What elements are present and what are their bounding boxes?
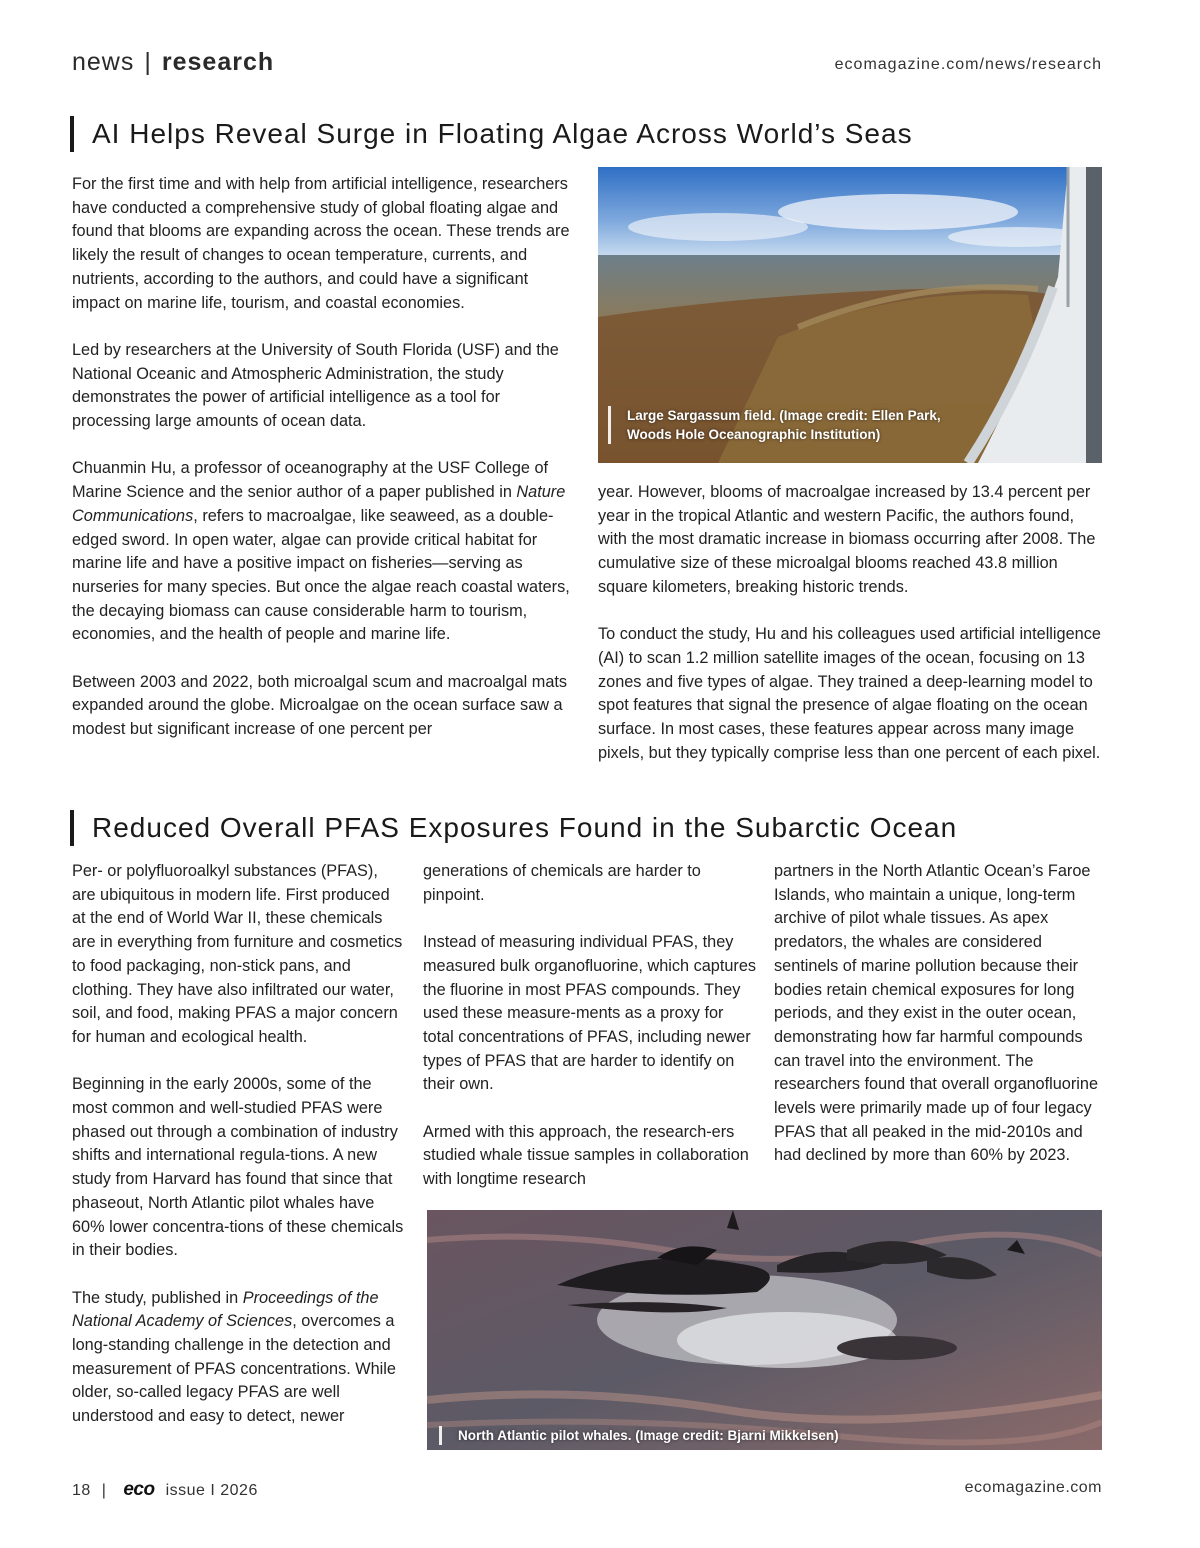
caption-line-2: Woods Hole Oceanographic Institution) — [627, 427, 881, 442]
sargassum-caption — [608, 406, 941, 444]
article1-paragraph-1: For the first time and with help from artificial intelligence, researchers have conducted a comprehensive study of global floating algae and found that blooms are expanding across the ocean. These trends are likely the result of changes to ocean temperature, currents, and nutrients, according to the authors, and could have a significant impact on marine life, tourism, and coastal economies. — [72, 175, 570, 312]
eco-logo: eco — [123, 1479, 155, 1500]
section-header — [72, 48, 274, 77]
article1-paragraph-2: Led by researchers at the University of South Florida (USF) and the National Oceanic and Atmospheric Administration, the study demonstrates the power of artificial intelligence as a tool for processing large amounts of ocean data. — [72, 340, 559, 431]
article1-right-column — [598, 481, 1102, 765]
article2-column-1 — [72, 860, 404, 1429]
article1-paragraph-3: Chuanmin Hu, a professor of oceanography at the USF College of Marine Science and the senior author of a paper published in Nature Communications, refers to macroalgae, like seaweed, as a double-edged sword. In open water, algae can provide critical habitat for marine life and have a positive impact on fisheries—serving as nurseries for many species. But once the algae reach coastal waters, the decaying biomass can cause considerable harm to tourism, economies, and the health of people and marine life. — [72, 459, 570, 644]
whales-caption: North Atlantic pilot whales. (Image credit: Bjarni Mikkelsen) — [439, 1426, 839, 1445]
caption-line-1: Large Sargassum field. (Image credit: Ellen Park, — [627, 408, 941, 423]
article1-left-column — [72, 173, 572, 742]
article2-column-3 — [774, 860, 1104, 1168]
journal-name: Nature Communications — [72, 483, 566, 525]
header-separator: | — [144, 48, 152, 76]
footer-site[interactable]: ecomagazine.com — [964, 1479, 1102, 1496]
section-label: news — [72, 48, 135, 76]
footer-separator: | — [101, 1482, 107, 1499]
article2-col2-paragraph-3: Armed with this approach, the research-ers studied whale tissue samples in collaboration with longtime research — [423, 1122, 749, 1189]
header-url[interactable]: ecomagazine.com/news/research — [834, 56, 1102, 73]
pilot-whales-image — [427, 1210, 1102, 1450]
article1-paragraph-4-continued: year. However, blooms of macroalgae increased by 13.4 percent per year in the tropical Atlantic and western Pacific, the authors found, with the most dramatic increase in biomass occurring after 2008. The cumulative size of these microalgal blooms reached 43.8 million square kilometers, breaking historic trends. — [598, 483, 1096, 596]
journal-name: Proceedings of the National Academy of Sciences — [72, 1288, 379, 1331]
article2-col2-paragraph-1: generations of chemicals are harder to pinpoint. — [423, 862, 701, 904]
article2-col1-paragraph-2: Beginning in the early 2000s, some of the most common and well-studied PFAS were phased out through a combination of industry shifts and international regula-tions. A new study from Harvard has found that since that phaseout, North Atlantic pilot whales have 60% lower concentra-tions of these chemicals in their bodies. — [72, 1075, 404, 1260]
article2-col1-paragraph-1: Per- or polyfluoroalkyl substances (PFAS), are ubiquitous in modern life. First produced at the end of World War II, these chemicals are in everything from furniture and cosmetics to food packaging, non-stick pans, and clothing. They have also infiltrated our water, soil, and food, making PFAS a major concern for human and ecological health. — [72, 862, 403, 1046]
page-number: 18 — [72, 1482, 91, 1499]
subsection-label: research — [161, 48, 275, 76]
article1-paragraph-4: Between 2003 and 2022, both microalgal scum and macroalgal mats expanded around the globe. Microalgae on the ocean surface saw a modest but significant increase of one percent per — [72, 672, 568, 739]
article2-col2-paragraph-2: Instead of measuring individual PFAS, they measured bulk organofluorine, which captures the fluorine in most PFAS compounds. They used these measure-ments as a proxy for total concentrations of PFAS, including newer types of PFAS that are harder to identify on their own. — [423, 933, 757, 1094]
article1-paragraph-5: To conduct the study, Hu and his colleagues used artificial intelligence (AI) to scan 1.2 million satellite images of the ocean, focusing on 13 zones and five types of algae. They trained a deep-learning model to spot features that signal the presence of algae floating on the ocean surface. In most cases, these features appear across many image pixels, but they typically comprise less than one percent of each pixel. — [598, 625, 1101, 762]
issue-label: issue I 2026 — [165, 1482, 258, 1499]
page-footer-left — [72, 1479, 258, 1501]
article2-title: Reduced Overall PFAS Exposures Found in the Subarctic Ocean — [70, 810, 957, 846]
sargassum-photo — [598, 167, 1102, 463]
article2-column-2 — [423, 860, 757, 1192]
article2-col1-paragraph-3: The study, published in Proceedings of the National Academy of Sciences, overcomes a long-standing challenge in the detection and measurement of PFAS concentrations. While older, so-called legacy PFAS are well understood and easy to detect, newer — [72, 1288, 396, 1426]
whales-photo — [427, 1210, 1102, 1450]
article2-col3-paragraph-1: partners in the North Atlantic Ocean’s Faroe Islands, who maintain a unique, long-term archive of pilot whale tissues. As apex predators, the whales are considered sentinels of marine pollution because their bodies retain chemical exposures for long periods, and they exist in the outer ocean, demonstrating how far harmful compounds can travel into the environment. The researchers found that overall organofluorine levels were primarily made up of four legacy PFAS that all peaked in the mid-2010s and had declined by more than 60% by 2023. — [774, 862, 1099, 1165]
article1-title: AI Helps Reveal Surge in Floating Algae Across World’s Seas — [70, 116, 913, 152]
